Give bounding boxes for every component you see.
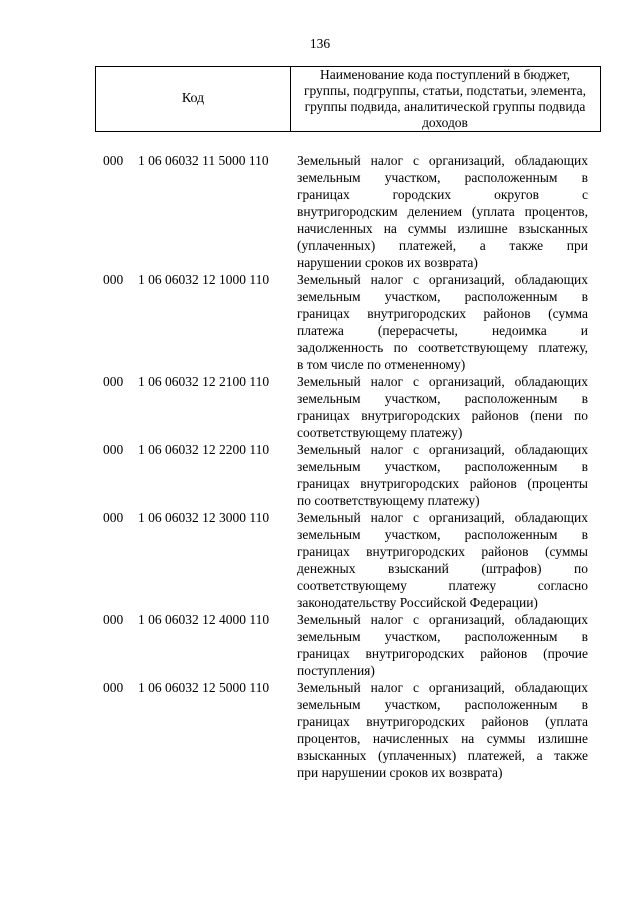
description-line: границах внутригородских районов (проценты bbox=[297, 476, 588, 491]
description-line: земельным участком, расположенным в bbox=[297, 391, 588, 406]
description-line: платежа (перерасчеты, недоимка и bbox=[297, 323, 588, 338]
income-description bbox=[297, 509, 588, 611]
income-code: 1 06 06032 12 5000 110 bbox=[138, 680, 270, 695]
admin-code: 000 bbox=[103, 680, 124, 695]
description-line: Земельный налог с организаций, обладающих bbox=[297, 272, 588, 287]
description-line: границах внутригородских районов (уплата bbox=[297, 714, 588, 729]
description-line: земельным участком, расположенным в bbox=[297, 459, 588, 474]
admin-code: 000 bbox=[103, 153, 124, 168]
income-code-list bbox=[0, 152, 640, 781]
income-code: 1 06 06032 12 1000 110 bbox=[138, 272, 270, 287]
description-line: Земельный налог с организаций, обладающих bbox=[297, 153, 588, 168]
admin-code: 000 bbox=[103, 510, 124, 525]
income-description bbox=[297, 441, 588, 509]
description-line: по соответствующему платежу) bbox=[297, 493, 480, 508]
income-code: 1 06 06032 12 2200 110 bbox=[138, 442, 270, 457]
income-description bbox=[297, 611, 588, 679]
description-line: Земельный налог с организаций, обладающих bbox=[297, 374, 588, 389]
description-line: в том числе по отмененному) bbox=[297, 357, 466, 372]
description-line: Земельный налог с организаций, обладающих bbox=[297, 612, 588, 627]
description-line: земельным участком, расположенным в bbox=[297, 527, 588, 542]
description-line: при нарушении сроков их возврата) bbox=[297, 765, 503, 780]
income-code: 1 06 06032 12 2100 110 bbox=[138, 374, 270, 389]
admin-code: 000 bbox=[103, 374, 124, 389]
description-line: нарушении сроков их возврата) bbox=[297, 255, 478, 270]
description-line: Земельный налог с организаций, обладающих bbox=[297, 510, 588, 525]
income-description bbox=[297, 373, 588, 441]
description-line: начисленных на суммы излишне взысканных bbox=[297, 221, 588, 236]
description-line: земельным участком, расположенным в bbox=[297, 629, 588, 644]
admin-code: 000 bbox=[103, 442, 124, 457]
table-row bbox=[0, 611, 640, 679]
description-line: законодательству Российской Федерации) bbox=[297, 595, 538, 610]
table-row bbox=[0, 271, 640, 373]
description-line: соответствующему платежу) bbox=[297, 425, 463, 440]
page-number: 136 bbox=[309, 36, 331, 51]
description-line: земельным участком, расположенным в bbox=[297, 170, 588, 185]
description-line: (уплаченных) платежей, а также при bbox=[297, 238, 588, 253]
table-header bbox=[95, 66, 601, 132]
income-code: 1 06 06032 12 4000 110 bbox=[138, 612, 270, 627]
table-row bbox=[0, 373, 640, 441]
description-line: процентов, начисленных на суммы излишне bbox=[297, 731, 588, 746]
description-line: взысканных (уплаченных) платежей, а также bbox=[297, 748, 588, 763]
table-row bbox=[0, 152, 640, 271]
description-line: границах внутригородских районов (суммы bbox=[297, 544, 588, 559]
table-row bbox=[0, 679, 640, 781]
income-description bbox=[297, 152, 588, 271]
admin-code: 000 bbox=[103, 272, 124, 287]
description-line: Земельный налог с организаций, обладающих bbox=[297, 442, 588, 457]
admin-code: 000 bbox=[103, 612, 124, 627]
description-line: земельным участком, расположенным в bbox=[297, 697, 588, 712]
description-line: соответствующему платежу согласно bbox=[297, 578, 588, 593]
income-code: 1 06 06032 12 3000 110 bbox=[138, 510, 270, 525]
header-code-cell: Код bbox=[96, 67, 291, 131]
description-line: Земельный налог с организаций, обладающих bbox=[297, 680, 588, 695]
description-line: поступления) bbox=[297, 663, 375, 678]
income-code: 1 06 06032 11 5000 110 bbox=[138, 153, 269, 168]
description-line: границах внутригородских районов (сумма bbox=[297, 306, 588, 321]
table-row bbox=[0, 441, 640, 509]
description-line: границах внутригородских районов (пени по bbox=[297, 408, 588, 423]
description-line: границах внутригородских районов (прочие bbox=[297, 646, 588, 661]
table-row bbox=[0, 509, 640, 611]
income-description bbox=[297, 271, 588, 373]
description-line: денежных взысканий (штрафов) по bbox=[297, 561, 588, 576]
description-line: внутригородским делением (уплата процентов, bbox=[297, 204, 588, 219]
header-name-cell: Наименование кода поступлений в бюджет, группы, подгруппы, статьи, подстатьи, элемента, группы подвида, аналитической группы подвида доходов bbox=[303, 67, 587, 130]
description-line: задолженность по соответствующему платежу, bbox=[297, 340, 588, 355]
description-line: границах городских округов с bbox=[297, 187, 588, 202]
income-description bbox=[297, 679, 588, 781]
description-line: земельным участком, расположенным в bbox=[297, 289, 588, 304]
